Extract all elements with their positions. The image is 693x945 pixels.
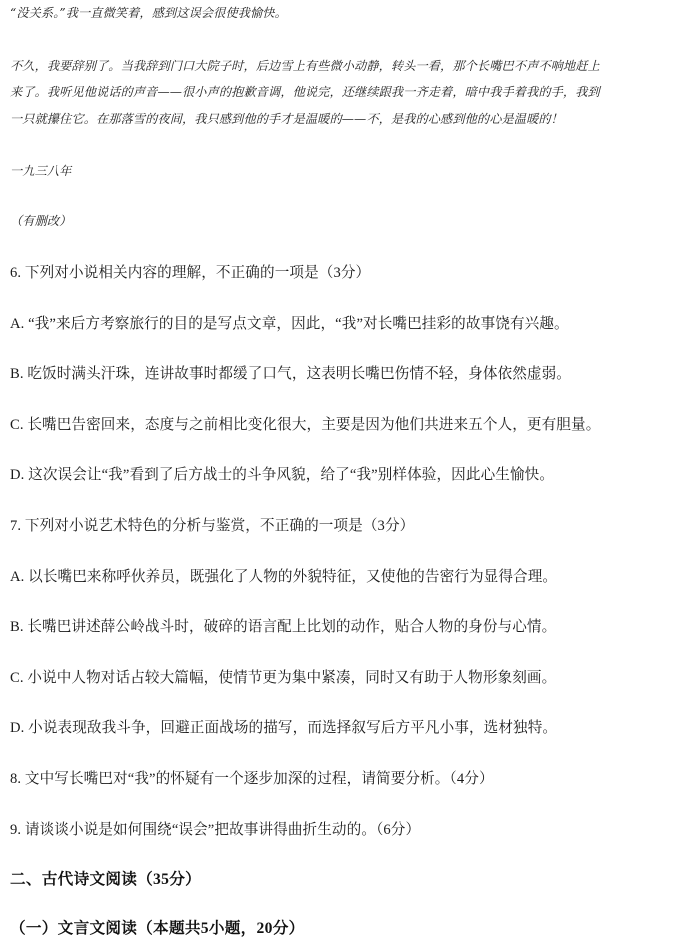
passage-paragraph-line-2: 来了。我听见他说话的声音——很小声的抱歉音调，他说完，还继续跟我一齐走着，暗中我手着我的手，我到 xyxy=(10,85,600,99)
question-7-option-c: C. 小说中人物对话占较大篇幅，使情节更为集中紧凑，同时又有助于人物形象刻画。 xyxy=(10,670,557,686)
question-8: 8. 文中写长嘴巴对“我”的怀疑有一个逐步加深的过程，请简要分析。（4分） xyxy=(10,771,494,787)
question-7-option-a: A. 以长嘴巴来称呼伙养员，既强化了人物的外貌特征，又使他的告密行为显得合理。 xyxy=(10,569,558,585)
question-6-option-c: C. 长嘴巴告密回来，态度与之前相比变化很大，主要是因为他们共进来五个人，更有胆量。 xyxy=(10,417,601,433)
question-6-option-a: A. “我”来后方考察旅行的目的是写点文章，因此，“我”对长嘴巴挂彩的故事饶有兴趣。 xyxy=(10,316,569,332)
section-heading: 二、古代诗文阅读（35分） xyxy=(10,871,202,888)
passage-edit-note: （有删改） xyxy=(10,214,72,228)
question-7-option-b: B. 长嘴巴讲述薛公岭战斗时，破碎的语言配上比划的动作，贴合人物的身份与心情。 xyxy=(10,619,557,635)
passage-paragraph-line-1: 不久，我要辞别了。当我辞到门口大院子时，后边雪上有些微小动静，转头一看，那个长嘴巴不声不响地赶上 xyxy=(10,59,600,73)
question-6-option-b: B. 吃饭时满头汗珠，连讲故事时都缓了口气，这表明长嘴巴伤情不轻，身体依然虚弱。 xyxy=(10,366,572,382)
subsection-heading: （一）文言文阅读（本题共5小题，20分） xyxy=(10,920,305,937)
question-9: 9. 请谈谈小说是如何围绕“误会”把故事讲得曲折生动的。（6分） xyxy=(10,822,421,838)
question-7-option-d: D. 小说表现敌我斗争，回避正面战场的描写，而选择叙写后方平凡小事，选材独特。 xyxy=(10,720,558,736)
passage-dialogue-line: “没关系。”我一直微笑着，感到这误会很使我愉快。 xyxy=(10,6,287,20)
passage-paragraph-line-3: 一只就攥住它。在那落雪的夜间，我只感到他的手才是温暖的——不，是我的心感到他的心是温暖的！ xyxy=(10,112,563,126)
passage-date: 一九三八年 xyxy=(10,164,72,178)
question-6-option-d: D. 这次误会让“我”看到了后方战士的斗争风貌，给了“我”别样体验，因此心生愉快。 xyxy=(10,467,555,483)
question-6-stem: 6. 下列对小说相关内容的理解，不正确的一项是（3分） xyxy=(10,265,371,281)
question-7-stem: 7. 下列对小说艺术特色的分析与鉴赏，不正确的一项是（3分） xyxy=(10,518,415,534)
